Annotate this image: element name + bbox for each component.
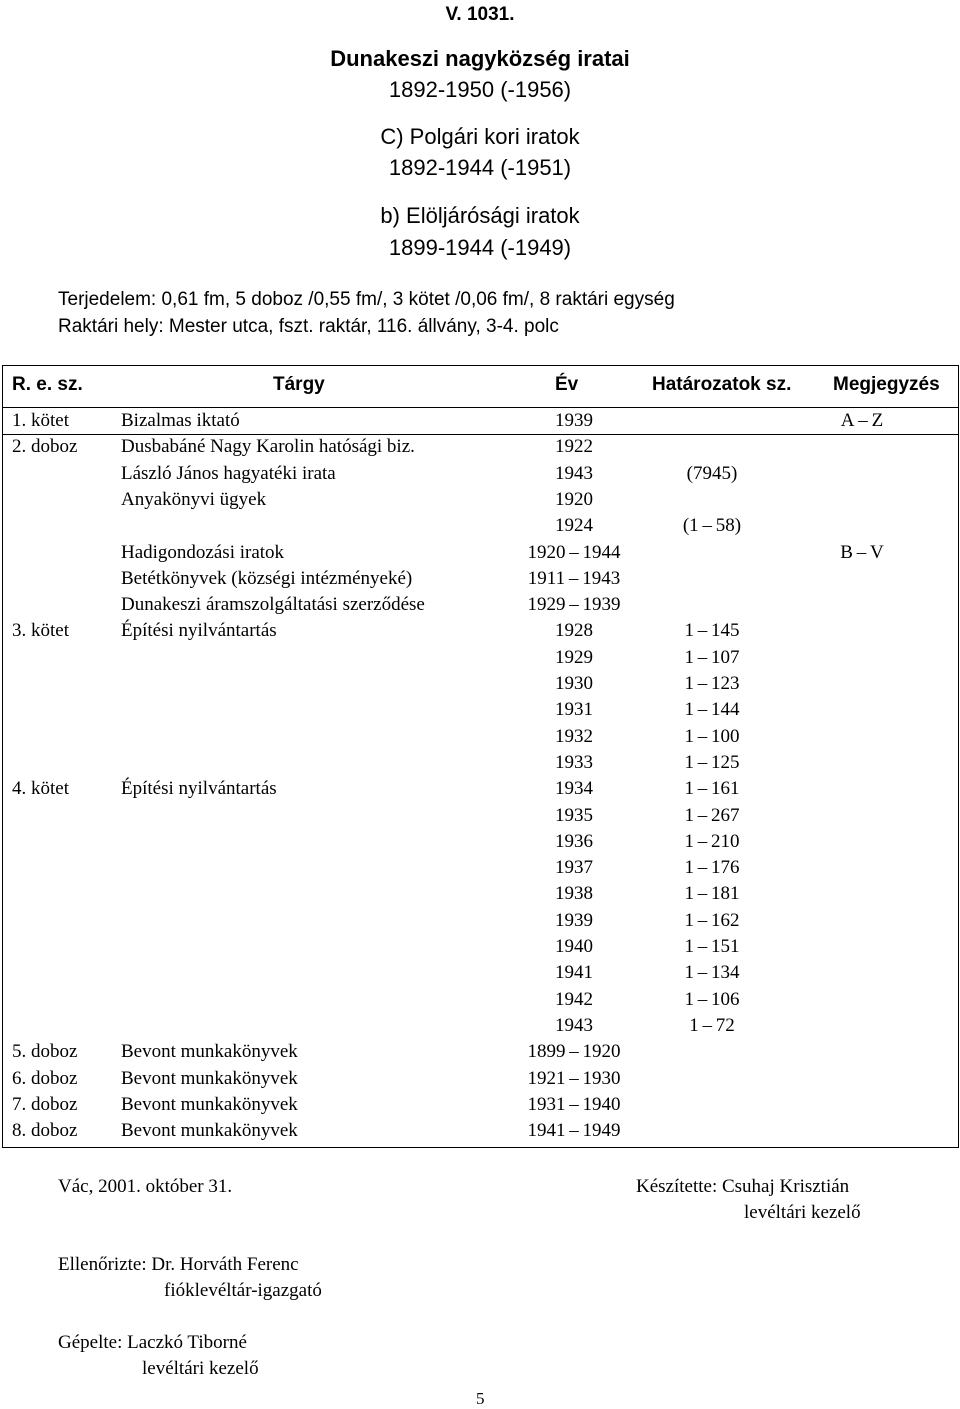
cell-year: 1943 [555, 463, 593, 484]
cell-unit: 1. kötet [12, 410, 69, 431]
cell-unit: 5. doboz [12, 1041, 78, 1062]
cell-year: 1936 [555, 831, 593, 852]
cell-subject: Építési nyilvántartás [121, 620, 277, 641]
typed-by: Gépelte: Laczkó Tiborné [58, 1332, 247, 1353]
cell-decisions: 1 – 125 [684, 752, 740, 773]
cell-unit: 8. doboz [12, 1120, 78, 1141]
cell-year: 1942 [555, 989, 593, 1010]
cell-year: 1940 [555, 936, 593, 957]
cell-unit: 7. doboz [12, 1094, 78, 1115]
fond-title: Dunakeszi nagyközség iratai [330, 46, 630, 71]
cell-decisions: 1 – 134 [684, 962, 740, 983]
cell-year: 1929 – 1939 [527, 594, 621, 615]
cell-decisions: 1 – 161 [684, 778, 740, 799]
extent-line: Terjedelem: 0,61 fm, 5 doboz /0,55 fm/, 3 kötet /0,06 fm/, 8 raktári egység [58, 289, 675, 310]
checked-role: fióklevéltár-igazgató [164, 1280, 322, 1301]
cell-note: A – Z [840, 410, 884, 431]
cell-year: 1941 – 1949 [527, 1120, 621, 1141]
cell-year: 1931 – 1940 [527, 1094, 621, 1115]
prepared-role: levéltári kezelő [744, 1202, 861, 1223]
typed-role: levéltári kezelő [142, 1358, 259, 1379]
cell-year: 1929 [555, 647, 593, 668]
cell-year: 1937 [555, 857, 593, 878]
cell-year: 1921 – 1930 [527, 1068, 621, 1089]
header-unit-number: R. e. sz. [12, 374, 83, 395]
cell-year: 1932 [555, 726, 593, 747]
cell-year: 1928 [555, 620, 593, 641]
cell-decisions: 1 – 123 [684, 673, 740, 694]
cell-subject: Bevont munkakönyvek [121, 1068, 298, 1089]
cell-decisions: 1 – 106 [684, 989, 740, 1010]
cell-decisions: 1 – 151 [684, 936, 740, 957]
cell-decisions: 1 – 181 [684, 883, 740, 904]
header-year: Év [555, 374, 579, 395]
cell-decisions: 1 – 267 [684, 805, 740, 826]
cell-subject: Építési nyilvántartás [121, 778, 277, 799]
cell-subject: Anyakönyvi ügyek [121, 489, 267, 510]
cell-decisions: 1 – 72 [689, 1015, 735, 1036]
cell-subject: Bevont munkakönyvek [121, 1120, 298, 1141]
cell-year: 1939 [555, 910, 593, 931]
page-number: 5 [476, 1389, 485, 1408]
fond-years: 1892-1950 (-1956) [388, 77, 572, 102]
cell-year: 1939 [555, 410, 593, 431]
cell-year: 1935 [555, 805, 593, 826]
cell-subject: Betétkönyvek (községi intézményeké) [121, 568, 413, 589]
prepared-by: Készítette: Csuhaj Krisztián [636, 1176, 850, 1197]
reference-number: V. 1031. [445, 4, 515, 25]
cell-year: 1920 [555, 489, 593, 510]
series-title: b) Elöljárósági iratok [380, 203, 580, 228]
cell-year: 1911 – 1943 [527, 568, 621, 589]
cell-year: 1920 – 1944 [527, 542, 621, 563]
cell-year: 1931 [555, 699, 593, 720]
cell-year: 1930 [555, 673, 593, 694]
series-years: 1899-1944 (-1949) [388, 235, 572, 260]
cell-unit: 4. kötet [12, 778, 69, 799]
cell-subject: Bizalmas iktató [121, 410, 240, 431]
cell-subject: Dunakeszi áramszolgáltatási szerződése [121, 594, 425, 615]
cell-year: 1933 [555, 752, 593, 773]
cell-decisions: 1 – 176 [684, 857, 740, 878]
cell-year: 1941 [555, 962, 593, 983]
header-notes: Megjegyzés [833, 374, 940, 395]
cell-subject: Dusbabáné Nagy Karolin hatósági biz. [121, 436, 415, 457]
header-decisions: Határozatok sz. [652, 374, 792, 395]
cell-year: 1922 [555, 436, 593, 457]
header-subject: Tárgy [273, 374, 325, 395]
subfond-title: C) Polgári kori iratok [380, 124, 580, 149]
cell-subject: László János hagyatéki irata [121, 463, 336, 484]
cell-decisions: 1 – 144 [684, 699, 740, 720]
cell-year: 1934 [555, 778, 593, 799]
location-line: Raktári hely: Mester utca, fszt. raktár, 116. állvány, 3-4. polc [58, 316, 559, 337]
place-date: Vác, 2001. október 31. [58, 1176, 233, 1197]
checked-by: Ellenőrizte: Dr. Horváth Ferenc [58, 1254, 299, 1275]
cell-decisions: 1 – 210 [684, 831, 740, 852]
cell-unit: 6. doboz [12, 1068, 78, 1089]
cell-year: 1943 [555, 1015, 593, 1036]
cell-year: 1924 [555, 515, 593, 536]
cell-unit: 3. kötet [12, 620, 69, 641]
cell-decisions: 1 – 100 [684, 726, 740, 747]
cell-year: 1938 [555, 883, 593, 904]
cell-decisions: 1 – 107 [684, 647, 740, 668]
cell-subject: Bevont munkakönyvek [121, 1094, 298, 1115]
cell-decisions: (1 – 58) [682, 515, 742, 536]
cell-subject: Bevont munkakönyvek [121, 1041, 298, 1062]
cell-decisions: 1 – 162 [684, 910, 740, 931]
cell-decisions: 1 – 145 [684, 620, 740, 641]
cell-unit: 2. doboz [12, 436, 78, 457]
cell-year: 1899 – 1920 [527, 1041, 621, 1062]
cell-note: B – V [840, 542, 884, 563]
cell-decisions: (7945) [686, 463, 738, 484]
cell-subject: Hadigondozási iratok [121, 542, 285, 563]
subfond-years: 1892-1944 (-1951) [388, 155, 572, 180]
